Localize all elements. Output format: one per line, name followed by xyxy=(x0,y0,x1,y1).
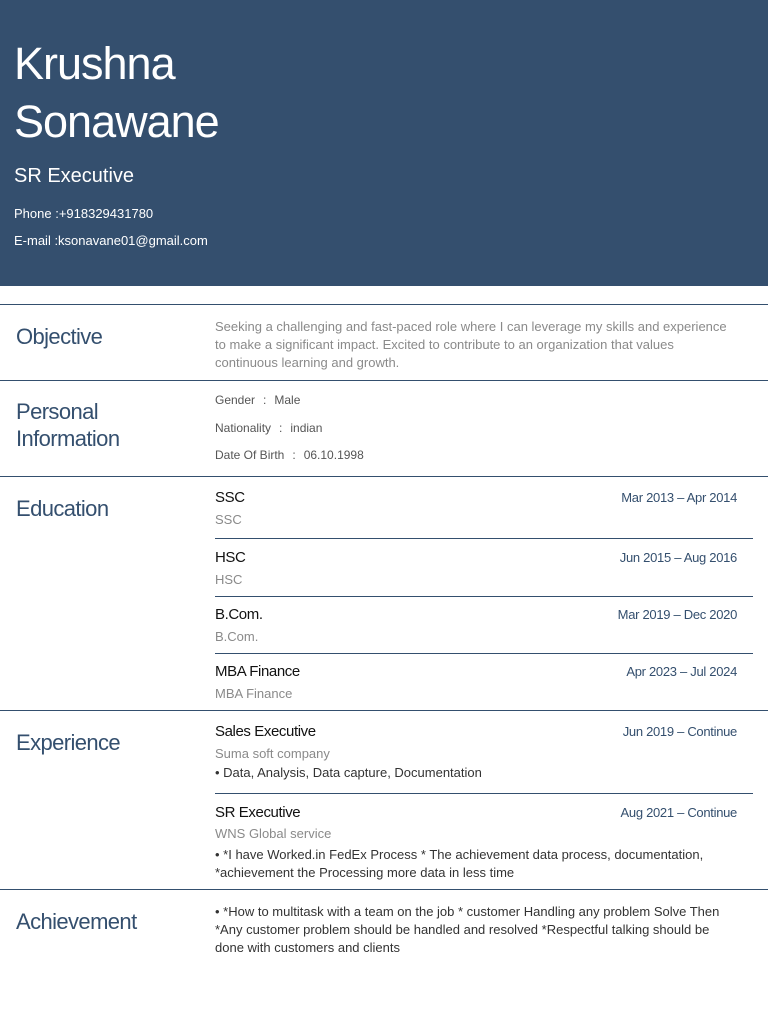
field-label: Gender xyxy=(215,393,256,407)
dob-field xyxy=(215,447,364,463)
education-sub: HSC xyxy=(215,572,243,587)
field-value: Male xyxy=(274,393,301,407)
section-divider xyxy=(0,304,768,305)
education-dates: Mar 2019 – Dec 2020 xyxy=(617,607,737,622)
education-name: HSC xyxy=(215,549,246,566)
section-divider xyxy=(0,889,768,890)
entry-divider xyxy=(215,596,753,597)
experience-company: Suma soft company xyxy=(215,746,330,761)
education-sub: MBA Finance xyxy=(215,686,293,701)
education-dates: Jun 2015 – Aug 2016 xyxy=(619,550,737,565)
education-title: Education xyxy=(16,496,109,521)
field-separator: : xyxy=(292,448,296,462)
entry-divider xyxy=(215,538,753,539)
achievement-text: • *How to multitask with a team on the job * customer Handling any problem Solve Then *Any customer problem should be handled and resolved *Respectful talking should be done with customers and clients xyxy=(215,904,720,955)
gender-field xyxy=(215,392,300,408)
education-name: SSC xyxy=(215,489,245,506)
first-name: Krushna xyxy=(14,38,175,89)
field-separator: : xyxy=(279,421,283,435)
experience-dates: Aug 2021 – Continue xyxy=(620,805,737,820)
experience-role: Sales Executive xyxy=(215,723,316,740)
achievement-title: Achievement xyxy=(16,909,137,934)
education-name: MBA Finance xyxy=(215,663,300,680)
section-divider xyxy=(0,380,768,381)
field-value: indian xyxy=(290,421,323,435)
experience-detail: • *I have Worked.in FedEx Process * The achievement data process, documentation, *achievement the Processing more data in less time xyxy=(215,847,704,880)
job-role: SR Executive xyxy=(14,165,135,187)
field-label: Nationality xyxy=(215,421,272,435)
nationality-field xyxy=(215,420,322,436)
field-separator: : xyxy=(263,393,267,407)
objective-text: Seeking a challenging and fast-paced role where I can leverage my skills and experience to make a significant impact. Excited to contribute to an organization that values continuous learning and growth. xyxy=(215,319,727,370)
entry-divider xyxy=(215,653,753,654)
resume-header xyxy=(0,0,768,286)
objective-title: Objective xyxy=(16,324,103,349)
experience-dates: Jun 2019 – Continue xyxy=(622,724,737,739)
personal-title-line2: Information xyxy=(16,426,120,451)
field-label: Date Of Birth xyxy=(215,448,285,462)
field-value: 06.10.1998 xyxy=(303,448,364,462)
education-sub: SSC xyxy=(215,512,242,527)
email-contact: E-mail :ksonavane01@gmail.com xyxy=(14,233,208,248)
experience-title: Experience xyxy=(16,730,121,755)
education-name: B.Com. xyxy=(215,606,263,623)
section-divider xyxy=(0,710,768,711)
personal-title-line1: Personal xyxy=(16,399,99,424)
experience-company: WNS Global service xyxy=(215,826,332,841)
last-name: Sonawane xyxy=(14,96,219,147)
entry-divider xyxy=(215,793,753,794)
experience-detail: • Data, Analysis, Data capture, Documentation xyxy=(215,765,482,780)
experience-role: SR Executive xyxy=(215,804,301,821)
section-divider xyxy=(0,476,768,477)
education-dates: Mar 2013 – Apr 2014 xyxy=(621,490,737,505)
education-dates: Apr 2023 – Jul 2024 xyxy=(626,664,737,679)
phone-contact: Phone :+918329431780 xyxy=(14,206,154,221)
education-sub: B.Com. xyxy=(215,629,259,644)
